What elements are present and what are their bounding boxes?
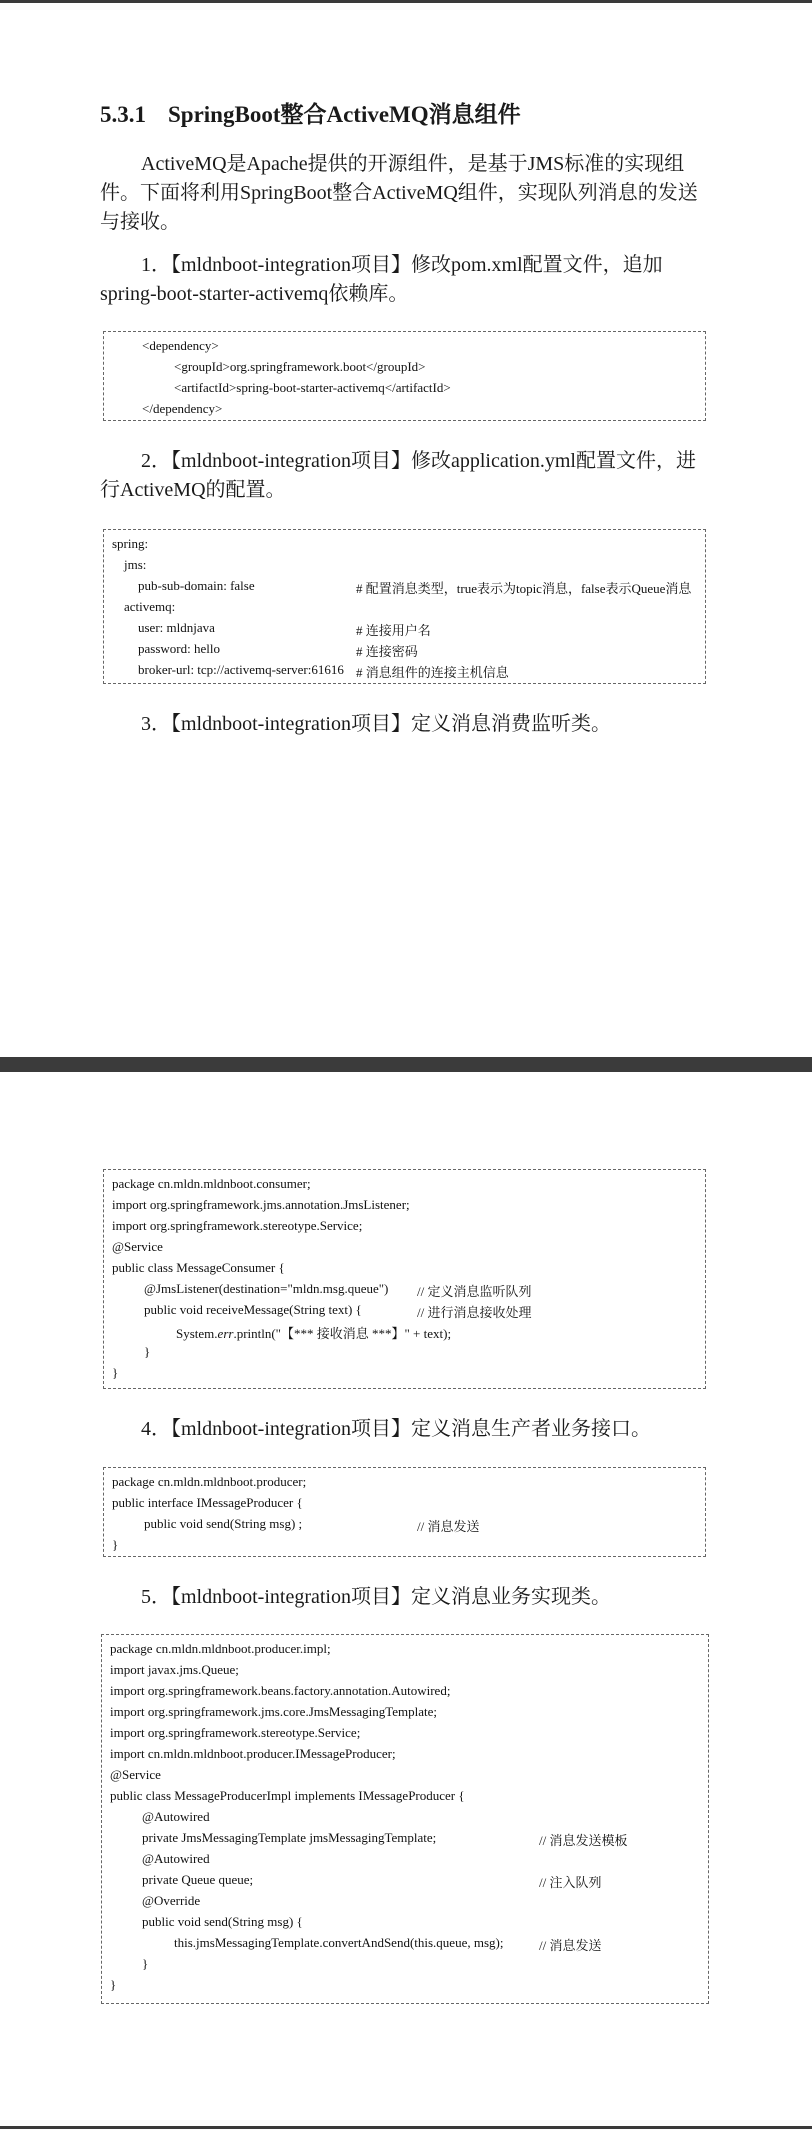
- code-comment: // 消息发送模板: [539, 1833, 628, 1848]
- code-line: <groupId>org.springframework.boot</groupId>: [174, 359, 426, 374]
- code-comment: # 配置消息类型，true表示为topic消息，false表示Queue消息: [356, 581, 692, 596]
- code-line: }: [112, 1537, 119, 1552]
- code-line: import org.springframework.jms.annotation.JmsListener;: [112, 1197, 410, 1212]
- code-comment: # 连接密码: [356, 644, 418, 659]
- step1-line-2: spring-boot-starter-activemq依赖库。: [100, 283, 409, 305]
- code-line-println: [176, 1323, 451, 1342]
- code-line: package cn.mldn.mldnboot.producer.impl;: [110, 1641, 331, 1656]
- code-line: import org.springframework.stereotype.Service;: [112, 1218, 363, 1233]
- code-line: private JmsMessagingTemplate jmsMessagingTemplate;: [142, 1830, 437, 1845]
- code-comment: # 连接用户名: [356, 623, 431, 638]
- code-line: activemq:: [124, 599, 176, 614]
- code-line: }: [110, 1977, 117, 1992]
- code-line: @JmsListener(destination="mldn.msg.queue"): [144, 1281, 389, 1296]
- step2-line-2: 行ActiveMQ的配置。: [100, 479, 286, 501]
- code-line: user: mldnjava: [138, 620, 215, 635]
- code-line: @Service: [110, 1767, 161, 1782]
- code-line: @Autowired: [142, 1851, 210, 1866]
- code-block-impl: [101, 1634, 709, 2004]
- section-heading: [100, 96, 521, 129]
- page-top-border: [0, 0, 812, 3]
- code-comment: // 进行消息接收处理: [417, 1305, 532, 1320]
- code-line: }: [112, 1365, 119, 1380]
- step1-line-1: 1．【mldnboot-integration项目】修改pom.xml配置文件，追加: [141, 254, 663, 276]
- code-line: public void send(String msg) ;: [144, 1516, 303, 1531]
- intro-line-2: 件。下面将利用SpringBoot整合ActiveMQ组件，实现队列消息的发送: [100, 182, 698, 204]
- code-line: package cn.mldn.mldnboot.consumer;: [112, 1176, 311, 1191]
- code-line: @Autowired: [142, 1809, 210, 1824]
- code-line: jms:: [124, 557, 147, 572]
- code-line: </dependency>: [142, 401, 223, 416]
- code-line: broker-url: tcp://activemq-server:61616: [138, 662, 344, 677]
- code-line: <dependency>: [142, 338, 219, 353]
- code-line: public class MessageConsumer {: [112, 1260, 285, 1275]
- step3-text: 3．【mldnboot-integration项目】定义消息消费监听类。: [141, 713, 611, 735]
- code-comment: // 定义消息监听队列: [417, 1284, 532, 1299]
- section-title: SpringBoot整合ActiveMQ消息组件: [168, 102, 521, 127]
- code-fragment: .println("【*** 接收消息 ***】" + text);: [233, 1326, 452, 1341]
- code-fragment: System.: [176, 1326, 218, 1341]
- code-line: public void receiveMessage(String text) {: [144, 1302, 362, 1317]
- code-line: public class MessageProducerImpl implements IMessageProducer {: [110, 1788, 465, 1803]
- code-line: spring:: [112, 536, 149, 551]
- code-line: package cn.mldn.mldnboot.producer;: [112, 1474, 307, 1489]
- code-line: import org.springframework.beans.factory.annotation.Autowired;: [110, 1683, 451, 1698]
- code-line: import org.springframework.jms.core.JmsMessagingTemplate;: [110, 1704, 438, 1719]
- step4-text: 4．【mldnboot-integration项目】定义消息生产者业务接口。: [141, 1418, 651, 1440]
- intro-line-3: 与接收。: [100, 211, 180, 233]
- code-comment: # 消息组件的连接主机信息: [356, 665, 509, 680]
- code-comment: // 消息发送: [539, 1938, 602, 1953]
- code-comment: // 消息发送: [417, 1519, 480, 1534]
- code-line: import cn.mldn.mldnboot.producer.IMessageProducer;: [110, 1746, 396, 1761]
- code-line: public interface IMessageProducer {: [112, 1495, 303, 1510]
- code-line: import org.springframework.stereotype.Service;: [110, 1725, 361, 1740]
- code-block-yml: [103, 529, 706, 684]
- page-divider: [0, 1057, 812, 1072]
- code-line: }: [144, 1344, 151, 1359]
- code-line: pub-sub-domain: false: [138, 578, 255, 593]
- intro-line-1: ActiveMQ是Apache提供的开源组件，是基于JMS标准的实现组: [141, 153, 685, 175]
- code-block-consumer: [103, 1169, 706, 1389]
- code-block-pom: [103, 331, 706, 421]
- code-line: <artifactId>spring-boot-starter-activemq</artifactId>: [174, 380, 451, 395]
- step5-text: 5．【mldnboot-integration项目】定义消息业务实现类。: [141, 1586, 611, 1608]
- code-comment: // 注入队列: [539, 1875, 602, 1890]
- section-number: 5.3.1: [100, 102, 146, 127]
- step2-line-1: 2．【mldnboot-integration项目】修改application.yml配置文件，进: [141, 450, 696, 472]
- code-line: import javax.jms.Queue;: [110, 1662, 239, 1677]
- code-block-interface: [103, 1467, 706, 1557]
- code-line: this.jmsMessagingTemplate.convertAndSend(this.queue, msg);: [174, 1935, 504, 1950]
- code-line: @Service: [112, 1239, 163, 1254]
- code-line: public void send(String msg) {: [142, 1914, 303, 1929]
- code-line: private Queue queue;: [142, 1872, 254, 1887]
- code-line: @Override: [142, 1893, 201, 1908]
- code-line: }: [142, 1956, 149, 1971]
- code-fragment: err: [217, 1326, 234, 1341]
- code-line: password: hello: [138, 641, 220, 656]
